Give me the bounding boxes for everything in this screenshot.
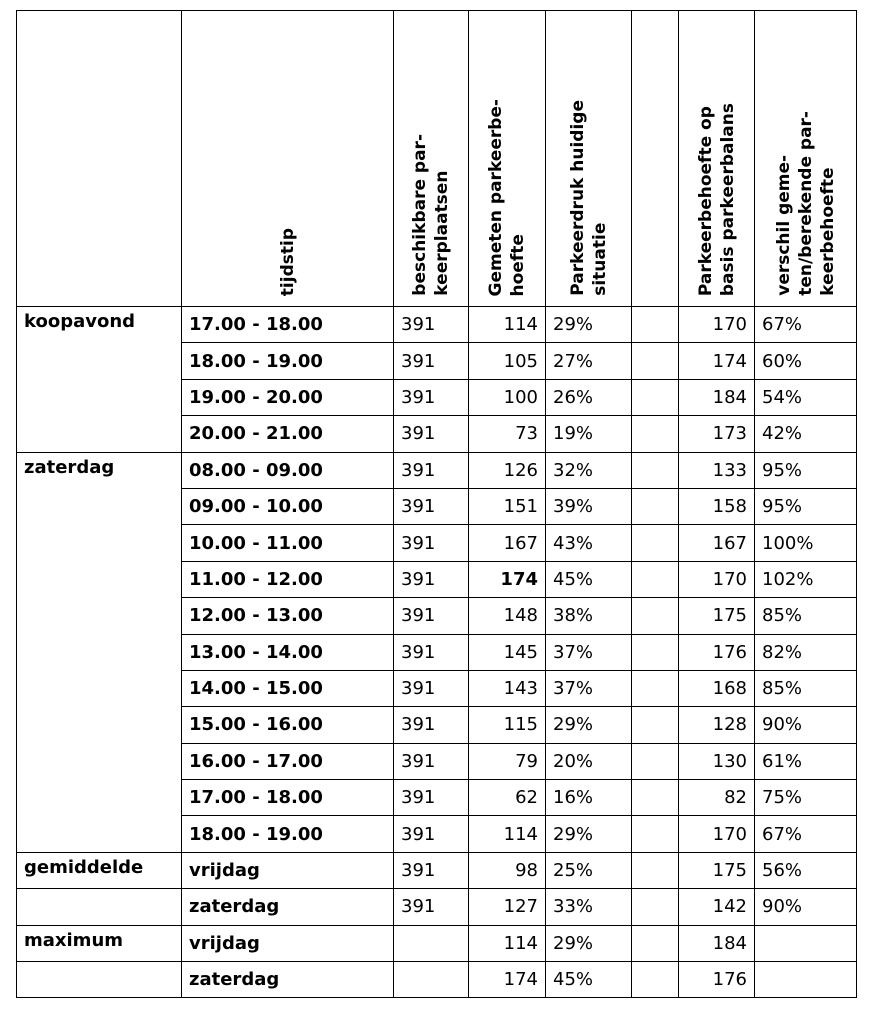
cell-group: koopavond (17, 307, 182, 343)
cell-group (17, 634, 182, 670)
cell-parkeerbalans: 175 (679, 598, 755, 634)
cell-tijdstip: 17.00 - 18.00 (182, 780, 394, 816)
cell-group (17, 416, 182, 452)
cell-group (17, 889, 182, 925)
table-row (17, 962, 857, 998)
cell-group (17, 488, 182, 524)
cell-tijdstip: 10.00 - 11.00 (182, 525, 394, 561)
cell-beschikbare: 391 (394, 452, 469, 488)
cell-gemeten: 100 (469, 379, 546, 415)
table-row (17, 707, 857, 743)
cell-tijdstip: 15.00 - 16.00 (182, 707, 394, 743)
cell-tijdstip: 08.00 - 09.00 (182, 452, 394, 488)
table-row (17, 598, 857, 634)
cell-group (17, 379, 182, 415)
table-row (17, 379, 857, 415)
cell-group (17, 598, 182, 634)
cell-parkeerdruk: 38% (546, 598, 632, 634)
cell-verschil: 85% (755, 670, 857, 706)
cell-parkeerdruk: 45% (546, 561, 632, 597)
table-row (17, 670, 857, 706)
cell-verschil: 60% (755, 343, 857, 379)
cell-parkeerbalans: 173 (679, 416, 755, 452)
cell-beschikbare: 391 (394, 416, 469, 452)
cell-beschikbare: 391 (394, 670, 469, 706)
cell-group (17, 525, 182, 561)
cell-tijdstip: 16.00 - 17.00 (182, 743, 394, 779)
table-row (17, 852, 857, 888)
cell-parkeerbalans: 170 (679, 561, 755, 597)
cell-parkeerdruk: 29% (546, 925, 632, 961)
cell-parkeerdruk: 29% (546, 816, 632, 852)
cell-tijdstip: 18.00 - 19.00 (182, 343, 394, 379)
cell-gemeten: 126 (469, 452, 546, 488)
parking-table (16, 10, 857, 998)
cell-parkeerdruk: 43% (546, 525, 632, 561)
cell-blank (632, 816, 679, 852)
cell-verschil: 85% (755, 598, 857, 634)
cell-group (17, 743, 182, 779)
cell-parkeerbalans: 170 (679, 307, 755, 343)
header-tijdstip: tijdstip (182, 11, 394, 307)
cell-verschil (755, 962, 857, 998)
cell-blank (632, 561, 679, 597)
cell-beschikbare (394, 962, 469, 998)
cell-verschil: 100% (755, 525, 857, 561)
header-blank (632, 11, 679, 307)
cell-group: gemiddelde (17, 852, 182, 888)
cell-verschil (755, 925, 857, 961)
cell-parkeerbalans: 175 (679, 852, 755, 888)
table-row (17, 634, 857, 670)
cell-parkeerdruk: 20% (546, 743, 632, 779)
cell-beschikbare: 391 (394, 707, 469, 743)
cell-verschil: 90% (755, 707, 857, 743)
cell-beschikbare: 391 (394, 634, 469, 670)
cell-blank (632, 925, 679, 961)
cell-tijdstip: 20.00 - 21.00 (182, 416, 394, 452)
cell-beschikbare: 391 (394, 561, 469, 597)
cell-gemeten: 79 (469, 743, 546, 779)
cell-verschil: 82% (755, 634, 857, 670)
cell-group (17, 780, 182, 816)
table-row (17, 925, 857, 961)
header-parkeerdruk (546, 11, 632, 307)
cell-parkeerbalans: 167 (679, 525, 755, 561)
cell-parkeerbalans: 128 (679, 707, 755, 743)
cell-beschikbare: 391 (394, 816, 469, 852)
header-verschil (755, 11, 857, 307)
cell-parkeerdruk: 39% (546, 488, 632, 524)
cell-group (17, 343, 182, 379)
cell-gemeten: 114 (469, 816, 546, 852)
cell-blank (632, 707, 679, 743)
cell-tijdstip: 14.00 - 15.00 (182, 670, 394, 706)
cell-verschil: 42% (755, 416, 857, 452)
header-parkeerdruk-text: Parkeerdruk huidige situatie (567, 100, 610, 296)
cell-group (17, 707, 182, 743)
cell-parkeerbalans: 142 (679, 889, 755, 925)
cell-parkeerbalans: 184 (679, 379, 755, 415)
cell-blank (632, 598, 679, 634)
cell-tijdstip: 17.00 - 18.00 (182, 307, 394, 343)
cell-beschikbare: 391 (394, 780, 469, 816)
cell-beschikbare: 391 (394, 379, 469, 415)
cell-tijdstip: zaterdag (182, 962, 394, 998)
cell-group (17, 670, 182, 706)
cell-gemeten: 115 (469, 707, 546, 743)
cell-parkeerbalans: 133 (679, 452, 755, 488)
cell-verschil: 75% (755, 780, 857, 816)
table-row (17, 889, 857, 925)
cell-blank (632, 780, 679, 816)
cell-parkeerdruk: 29% (546, 307, 632, 343)
cell-parkeerdruk: 25% (546, 852, 632, 888)
cell-parkeerdruk: 29% (546, 707, 632, 743)
cell-blank (632, 852, 679, 888)
cell-beschikbare: 391 (394, 307, 469, 343)
cell-verschil: 102% (755, 561, 857, 597)
cell-gemeten: 73 (469, 416, 546, 452)
cell-parkeerdruk: 37% (546, 670, 632, 706)
header-beschikbare-text: beschikbare par- keerplaatsen (410, 134, 452, 296)
header-verschil-text: verschil geme- ten/berekende par- keerbehoefte (773, 111, 838, 296)
cell-beschikbare: 391 (394, 598, 469, 634)
cell-gemeten: 148 (469, 598, 546, 634)
cell-verschil: 54% (755, 379, 857, 415)
table-row (17, 307, 857, 343)
cell-tijdstip: 09.00 - 10.00 (182, 488, 394, 524)
cell-verschil: 90% (755, 889, 857, 925)
cell-group: maximum (17, 925, 182, 961)
cell-parkeerbalans: 82 (679, 780, 755, 816)
cell-parkeerbalans: 174 (679, 343, 755, 379)
cell-blank (632, 416, 679, 452)
header-group (17, 11, 182, 307)
cell-group (17, 962, 182, 998)
header-row (17, 11, 857, 307)
cell-parkeerdruk: 32% (546, 452, 632, 488)
header-beschikbare (394, 11, 469, 307)
cell-gemeten: 174 (469, 962, 546, 998)
cell-parkeerbalans: 176 (679, 962, 755, 998)
cell-tijdstip: zaterdag (182, 889, 394, 925)
cell-blank (632, 488, 679, 524)
table-row (17, 343, 857, 379)
cell-verschil: 61% (755, 743, 857, 779)
cell-parkeerbalans: 170 (679, 816, 755, 852)
cell-beschikbare: 391 (394, 525, 469, 561)
table-row (17, 416, 857, 452)
header-gemeten-text: Gemeten parkeerbe- hoefte (486, 98, 528, 296)
cell-parkeerdruk: 27% (546, 343, 632, 379)
cell-gemeten: 62 (469, 780, 546, 816)
cell-parkeerdruk: 33% (546, 889, 632, 925)
cell-beschikbare: 391 (394, 343, 469, 379)
cell-parkeerbalans: 168 (679, 670, 755, 706)
cell-tijdstip: 11.00 - 12.00 (182, 561, 394, 597)
cell-gemeten: 105 (469, 343, 546, 379)
cell-blank (632, 670, 679, 706)
cell-tijdstip: vrijdag (182, 852, 394, 888)
cell-beschikbare: 391 (394, 743, 469, 779)
cell-tijdstip: 13.00 - 14.00 (182, 634, 394, 670)
cell-blank (632, 889, 679, 925)
cell-beschikbare: 391 (394, 488, 469, 524)
cell-gemeten: 174 (469, 561, 546, 597)
cell-gemeten: 145 (469, 634, 546, 670)
table-row (17, 780, 857, 816)
cell-gemeten: 114 (469, 307, 546, 343)
cell-group: zaterdag (17, 452, 182, 488)
table-row (17, 743, 857, 779)
cell-verschil: 67% (755, 307, 857, 343)
table-row (17, 488, 857, 524)
cell-parkeerdruk: 16% (546, 780, 632, 816)
cell-parkeerbalans: 176 (679, 634, 755, 670)
cell-parkeerdruk: 26% (546, 379, 632, 415)
header-parkeerbalans (679, 11, 755, 307)
cell-tijdstip: 12.00 - 13.00 (182, 598, 394, 634)
cell-verschil: 56% (755, 852, 857, 888)
cell-parkeerdruk: 19% (546, 416, 632, 452)
cell-blank (632, 307, 679, 343)
cell-blank (632, 743, 679, 779)
cell-tijdstip: vrijdag (182, 925, 394, 961)
cell-blank (632, 634, 679, 670)
cell-verschil: 67% (755, 816, 857, 852)
cell-gemeten: 127 (469, 889, 546, 925)
cell-blank (632, 525, 679, 561)
cell-beschikbare: 391 (394, 852, 469, 888)
table-row (17, 816, 857, 852)
cell-gemeten: 167 (469, 525, 546, 561)
cell-group (17, 816, 182, 852)
cell-gemeten: 151 (469, 488, 546, 524)
header-gemeten (469, 11, 546, 307)
cell-verschil: 95% (755, 452, 857, 488)
cell-gemeten: 114 (469, 925, 546, 961)
header-parkeerbalans-text: Parkeerbehoefte op basis parkeerbalans (695, 102, 738, 296)
cell-gemeten: 98 (469, 852, 546, 888)
cell-parkeerbalans: 158 (679, 488, 755, 524)
cell-tijdstip: 18.00 - 19.00 (182, 816, 394, 852)
cell-blank (632, 962, 679, 998)
cell-tijdstip: 19.00 - 20.00 (182, 379, 394, 415)
cell-parkeerdruk: 45% (546, 962, 632, 998)
cell-group (17, 561, 182, 597)
cell-blank (632, 343, 679, 379)
cell-gemeten: 143 (469, 670, 546, 706)
table-row (17, 525, 857, 561)
cell-parkeerbalans: 130 (679, 743, 755, 779)
table-row (17, 452, 857, 488)
cell-parkeerbalans: 184 (679, 925, 755, 961)
cell-beschikbare (394, 925, 469, 961)
table-row (17, 561, 857, 597)
cell-blank (632, 379, 679, 415)
cell-beschikbare: 391 (394, 889, 469, 925)
cell-verschil: 95% (755, 488, 857, 524)
cell-blank (632, 452, 679, 488)
cell-parkeerdruk: 37% (546, 634, 632, 670)
